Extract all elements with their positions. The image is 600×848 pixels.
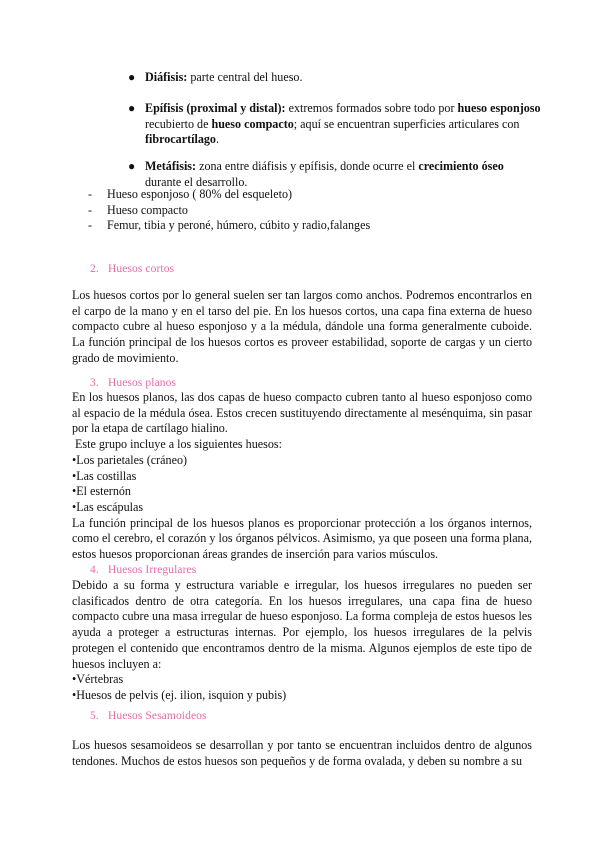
paragraph-planos — [72, 390, 532, 563]
bullet-dot: ● — [128, 101, 136, 115]
section-number: 4. — [90, 564, 99, 576]
bold-term: hueso esponjoso — [457, 101, 541, 115]
text-run: recubierto de — [145, 116, 212, 131]
text-run: extremos formados sobre todo por — [285, 101, 458, 115]
dash-item: Hueso esponjoso ( 80% del esqueleto) — [107, 187, 293, 201]
section-number: 3. — [90, 377, 99, 389]
dash-marker: - — [88, 203, 93, 217]
section-heading-cortos — [90, 262, 174, 278]
paragraph-text: Los huesos sesamoideos se desarrollan y por tanto se encuentran incluidos dentro de algunos tendones. Muchos de estos huesos son pequeños y de forma ovalada, y deben su nombre a su — [72, 738, 532, 768]
paragraph-text: En los huesos planos, las dos capas de hueso compacto cubren tanto al hueso esponjoso como al espacio de la médula ósea. Estos crecen sustituyendo directamente al mesénquima, sin pasar por la etapa de cartílago hialino. — [72, 390, 532, 436]
section-heading-irregulares — [90, 563, 196, 579]
dash-item: Hueso compacto — [107, 203, 188, 217]
paragraph-irregulares — [72, 578, 532, 704]
bold-term: Diáfisis: — [145, 70, 188, 84]
bold-term: Metáfisis: — [145, 159, 197, 173]
paragraph-text: Los huesos cortos por lo general suelen ser tan largos como anchos. Podremos encontrarlos en el carpo de la mano y en el tarso del pie. En los huesos cortos, una capa fina externa de hueso compacto cubre al hueso esponjoso y a la médula, dándole una forma generalmente cuboide. La función principal de los huesos cortos es proveer estabilidad, soporte de cargas y un cierto grado de movimiento. — [72, 288, 532, 365]
paragraph-text: Este grupo incluye a los siguientes huesos: — [72, 437, 282, 452]
bullet-metafisis — [145, 159, 535, 190]
text-run: ; aquí se encuentran superficies articulares con — [293, 116, 520, 131]
section-number: 2. — [90, 263, 99, 275]
bold-term: crecimiento óseo — [418, 159, 504, 173]
list-item: •Las escápulas — [72, 499, 144, 514]
bold-term: hueso compacto — [211, 116, 294, 131]
list-item: •Vértebras — [72, 672, 124, 687]
text-run: zona entre diáfisis y epífisis, donde ocurre el — [196, 159, 419, 173]
list-item: •Los parietales (cráneo) — [72, 452, 188, 467]
dash-marker: - — [88, 187, 93, 201]
list-item: •El esternón — [72, 484, 131, 499]
paragraph-cortos — [72, 288, 532, 367]
bullet-dot: ● — [128, 159, 136, 173]
text-run: . — [215, 132, 220, 147]
bullet-dot: ● — [128, 70, 136, 84]
dash-marker: - — [88, 218, 93, 232]
paragraph-text: La función principal de los huesos planos es proporcionar protección a los órganos internos, como el cerebro, el corazón y los órganos pélvicos. Asimismo, ya que poseen una forma plana, estos huesos proporcionan áreas grandes de inserción para varios músculos. — [72, 515, 532, 562]
section-title: Huesos Sesamoideos — [108, 710, 207, 722]
text-run: durante el desarrollo. — [145, 174, 248, 189]
bold-term: fibrocartílago — [145, 132, 216, 147]
bullet-epifisis — [145, 101, 545, 148]
section-title: Huesos planos — [108, 377, 177, 389]
paragraph-text: Debido a su forma y estructura variable e irregular, los huesos irregulares no pueden ser clasificados dentro de otra categoría. En los huesos irregulares, una capa fina de hueso compacto cubre una masa irregular de hueso esponjoso. La forma compleja de estos huesos les ayuda a proteger a estructuras internas. Por ejemplo, los huesos irregulares de la pelvis protegen el contenido que encontramos dentro de la misma. Algunos ejemplos de este tipo de huesos incluyen a: — [72, 578, 532, 671]
section-title: Huesos Irregulares — [108, 564, 197, 576]
bold-term: Epífisis (proximal y distal): — [145, 101, 286, 115]
list-item: •Las costillas — [72, 468, 137, 483]
section-number: 5. — [90, 710, 99, 722]
dash-item: Femur, tibia y peroné, húmero, cúbito y radio,falanges — [107, 218, 371, 232]
paragraph-sesamoideos — [72, 738, 532, 769]
section-heading-sesamoideos — [90, 709, 207, 725]
text-run: parte central del hueso. — [187, 70, 303, 84]
bullet-diafisis — [145, 70, 545, 86]
section-title: Huesos cortos — [108, 263, 175, 275]
list-item: •Huesos de pelvis (ej. ilion, isquion y pubis) — [72, 687, 287, 702]
